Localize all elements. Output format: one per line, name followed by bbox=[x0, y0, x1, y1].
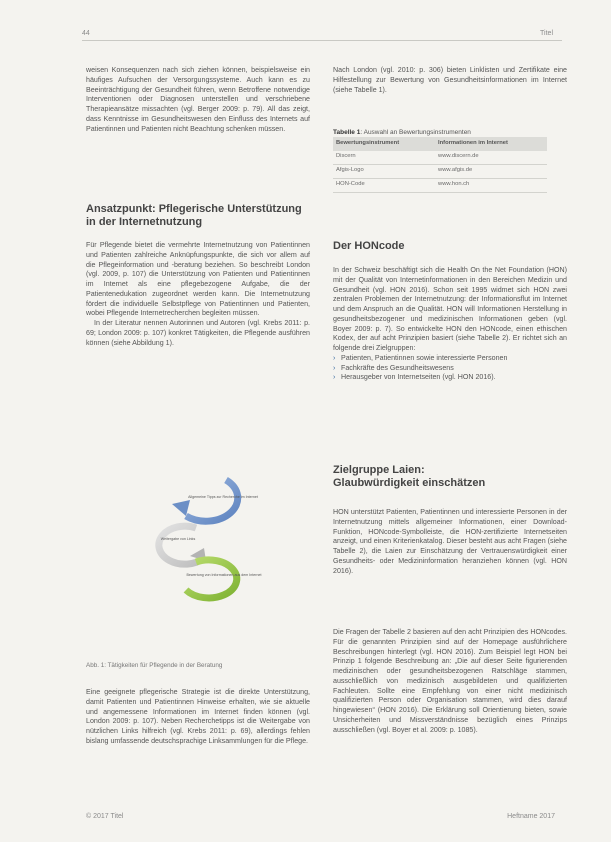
laien-paragraph: HON unterstützt Patienten, Patientinnen und interessierte Personen in der Internetnutzung mittels allgemeiner Informationen, einer Download-Funktion, HONcode-Symbolleiste, die HON-zertifizierte Internetseiten anzeigt, und einen Kriterienkatalog. Dieser besteht aus acht Fragen (siehe Tabelle 2), die Laien zur Einschätzung der Vertrauenswürdigkeit einer Gesundheits- oder Medizininformation heranziehen können (vgl. HON 2016). bbox=[333, 508, 567, 575]
header-rule bbox=[82, 40, 562, 41]
running-title: Titel bbox=[540, 30, 553, 37]
activity-cycle-diagram bbox=[86, 410, 310, 660]
body-paragraph-2: In der Literatur nennen Autorinnen und Autoren (vgl. Krebs 2011: p. 69; London 2009: p. 107) konkret Tätigkeiten, die Pflegende ausführen können (siehe Abbildung 1). bbox=[86, 319, 310, 347]
step-2-label: Weitergabe von Links bbox=[160, 537, 196, 541]
table-cell: Afgis-Logo bbox=[333, 164, 435, 178]
heading-line-2: Glaubwürdigkeit einschätzen bbox=[333, 476, 486, 489]
fragen-body-block bbox=[333, 628, 567, 735]
table-cell-link[interactable]: www.afgis.de bbox=[435, 164, 547, 178]
table-caption-text: Auswahl an Bewertungsinstrumenten bbox=[363, 129, 471, 136]
table-row bbox=[333, 164, 547, 178]
footer-journal: Heftname 2017 bbox=[507, 813, 555, 820]
left-body-block bbox=[86, 241, 310, 348]
body-paragraph-3: Eine geeignete pflegerische Strategie ist die direkte Unterstützung, damit Patienten und Patientinnen Hinweise erhalten, wie sie aktuelle und angemessene Informationen im Internet finden können (vgl. London 2009: p. 107). Neben Recherchetipps ist die Weitergabe von nützlichen Links hilfreich (vgl. Krebs 2011: p. 69), allerdings fehlen bislang umfassende deutschsprachige Linksammlungen für die Pflege. bbox=[86, 688, 310, 745]
table-cell: HON-Code bbox=[333, 178, 435, 192]
section-heading-ansatzpunkt bbox=[86, 203, 310, 228]
heading-line-1: Ansatzpunkt: Pflegerische Unterstützung bbox=[86, 203, 302, 215]
list-item: › Patienten, Patientinnen sowie interessierte Personen bbox=[333, 354, 567, 364]
footer-copyright: © 2017 Titel bbox=[86, 813, 124, 820]
table-cell: Discern bbox=[333, 151, 435, 165]
table-block bbox=[333, 128, 567, 193]
table-caption-label: Tabelle 1 bbox=[333, 129, 361, 136]
step-3-label: Bewertung von Informationen aus dem Internet bbox=[186, 573, 262, 577]
honcode-heading-block bbox=[333, 240, 567, 253]
left-heading-block bbox=[86, 203, 310, 228]
table-cell-link[interactable]: www.discern.de bbox=[435, 151, 547, 165]
table-row bbox=[333, 178, 547, 192]
list-item: › Fachkräfte des Gesundheitswesens bbox=[333, 364, 567, 374]
honcode-paragraph: In der Schweiz beschäftigt sich die Health On the Net Foundation (HON) mit der Qualität von Internetinformationen in den Bereichen Medizin und Gesundheit (vgl. HON 2016). Schon seit 1995 widmet sich HON zwei zentralen Problemen der Internetnutzung: der Informationsflut im Internet und dem Anspruch an die Qualität. HON will Informationen Herstellung in gesundheitsbezogener und medizinischen Informationen geben (vgl. Boyer 2009: p. 7). So entwickelte HON den HONcode, einen ethischen Kodex, der auf acht Prinzipien basiert (siehe Tabelle 2). Er richtet sich an folgende drei Zielgruppen: bbox=[333, 266, 567, 352]
heading-line-2: in der Internetnutzung bbox=[86, 215, 203, 228]
left-intro-block bbox=[86, 66, 310, 134]
table-row bbox=[333, 151, 547, 165]
right-intro-paragraph: Nach London (vgl. 2010: p. 306) bieten Linklisten und Zertifikate eine Hilfestellung zur Bewertung von Gesundheitsinformationen im Internet (siehe Tabelle 1). bbox=[333, 66, 567, 94]
laien-body-block bbox=[333, 508, 567, 576]
cycle-ring-1 bbox=[172, 480, 238, 521]
heading-line-1: Zielgruppe Laien: bbox=[333, 464, 425, 476]
laien-heading-block bbox=[333, 464, 567, 489]
honcode-body-block bbox=[333, 266, 567, 383]
table-header-cell: Informationen im Internet bbox=[435, 137, 547, 151]
figure-caption: Abb. 1: Tätigkeiten für Pflegende in der Beratung bbox=[86, 662, 223, 669]
right-intro-block bbox=[333, 66, 567, 95]
fragen-paragraph: Die Fragen der Tabelle 2 basieren auf den acht Prinzipien des HONcodes. Für die genannten Prinzipien sind auf der Homepage ausführlichere Beschreibungen hinterlegt (vgl. HON 2016). Zum Beispiel legt HON bei Prinzip 1 folgende Beschreibung an: „Die auf dieser Seite figurierenden medizinischen oder gesundheitsbezogenen Ratschläge stammen, ausschließlich von medizinisch ausgebildeten und qualifizierten Fachleuten. Sollte eine Empfehlung von einer nicht medizinisch qualifizierten Person oder Organisation stammen, wird dies darauf hingewiesen“ (HON 2016). Die Erklärung soll Orientierung bieten, sowie Unsicherheiten und Missverständnisse bezüglich eines Prinzips ausschließen (vgl. Boyer et al. 2009: p. 1085). bbox=[333, 628, 567, 734]
assessment-tools-table bbox=[333, 137, 547, 193]
table-header-row bbox=[333, 137, 547, 151]
step-1-label: Allgemeine Tipps zur Recherche im Internet bbox=[188, 495, 258, 499]
page-number: 44 bbox=[82, 30, 90, 37]
target-group-list bbox=[333, 354, 567, 383]
body-paragraph-1: Für Pflegende bietet die vermehrte Internetnutzung von Patientinnen und Patienten zahlreiche Anknüpfungspunkte, die sich vor allem auf die Pflegeinformation und -beratung beziehen. So beschreibt London (vgl. 2009, p. 107) die Unterstützung von Patienten und Patientinnen im Internet als eine pflegebezogene Aufgabe, die der Patientenedukation zugeordnet werden kann. Die Internetnutzung fördert die individuelle Selbstpflege von Patientinnen und Patienten, wobei Pflegende Internetrecherchen begleiten müssen. bbox=[86, 241, 310, 318]
table-caption: Tabelle 1: Auswahl an Bewertungsinstrumenten bbox=[333, 129, 471, 136]
table-header-cell: Bewertungsinstrument bbox=[333, 137, 435, 151]
section-heading-honcode: Der HONcode bbox=[333, 240, 405, 252]
section-heading-laien bbox=[333, 464, 567, 489]
left-after-figure-block bbox=[86, 688, 310, 747]
list-item: › Herausgeber von Internetseiten (vgl. HON 2016). bbox=[333, 373, 567, 383]
left-intro-paragraph: weisen Konsequenzen nach sich ziehen können, beispielsweise ein häufiges Aufsuchen der Versorgungssysteme. Auch kann es zu Beeinträchtigung der Gesundheit führen, wenn Betroffene notwendige Interventionen oder Diagnosen unterstellen und verschriebene Therapieansätze missachten (vgl. Berger 2009: p. 79). All das zeigt, dass Kenntnisse im Gesundheitswesen den Einfluss des Internets auf Patientinnen und Patienten nicht Beachtung schenken müssen. bbox=[86, 66, 310, 133]
table-cell-link[interactable]: www.hon.ch bbox=[435, 178, 547, 192]
